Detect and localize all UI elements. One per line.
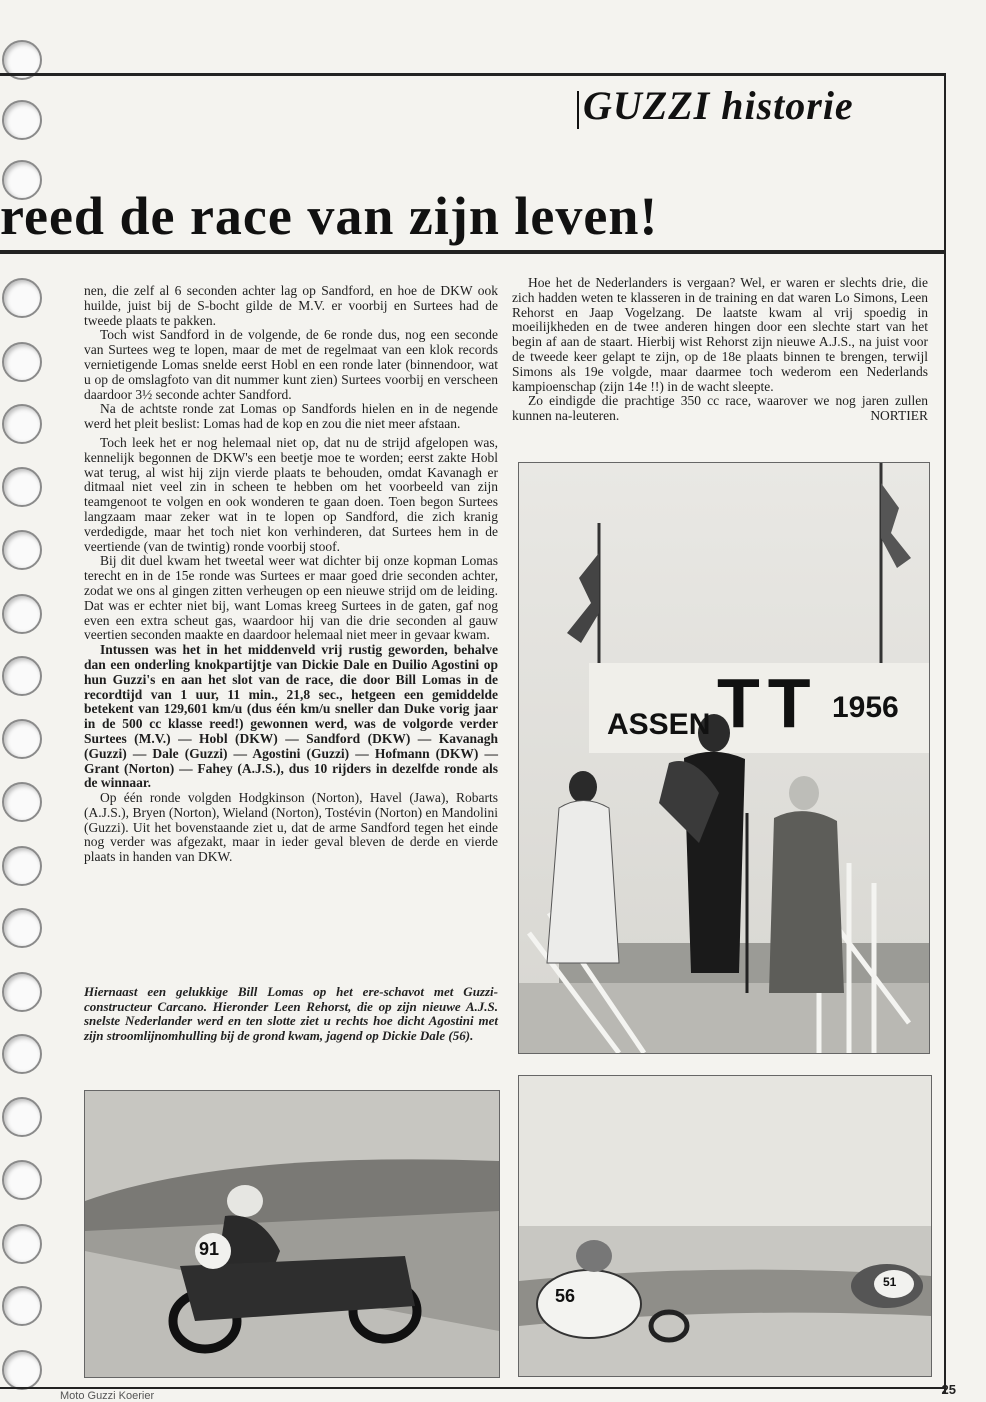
headline: reed de race van zijn leven! [0, 186, 659, 246]
binder-hole [2, 342, 42, 382]
top-rule [0, 73, 946, 76]
binder-hole [2, 719, 42, 759]
binder-hole [2, 1350, 42, 1390]
author-signature: NORTIER [870, 408, 928, 424]
binder-hole [2, 1034, 42, 1074]
paragraph: Bij dit duel kwam het tweetal weer wat dichter bij onze kopman Lomas terecht en in de 15e ronde was Surtees er maar goed drie seconden achter, zodat we ons al gingen zitten verheugen op een nieuwe strijd om de leiding. Dat was er echter niet bij, want Lomas kreeg Surtees in de gaten, gaf nog even een extra scheut gas, waardoor hij van die drie seconden al gauw veertien seconden maakte en daardoor helemaal niet meer in gevaar kwam. [84, 553, 498, 643]
binder-hole [2, 782, 42, 822]
binder-hole [2, 278, 42, 318]
section-header [577, 82, 937, 132]
bottom-rule [0, 1387, 946, 1389]
paragraph: Intussen was het in het middenveld vrij rustig geworden, behalve dan een onderling knokpartijtje van Dickie Dale en Duilio Agostini op hun Guzzi's en aan het slot van de race, die door Bill Lomas in de recordtijd van 1 uur, 11 min., 21,8 sec., hetgeen een gemiddelde betekent van 129,601 km/u (dus één km/u sneller dan Duke vorig jaar in de 500 cc klasse reed!) gewonnen werd, was de volgorde verder Surtees (M.V.) — Hobl (DKW) — Sandford (DKW) — Kavanagh (Guzzi) — Dale (Guzzi) — Agostini (Guzzi) — Hofmann (DKW) — Grant (Norton) — Fahey (A.J.S.), dus 10 rijders in dezelfde ronde als de winnaar. [84, 642, 498, 791]
closing-sentence: Zo eindigde die prachtige 350 cc race, waarover we nog jaren zullen kunnen na-leuteren. [512, 393, 928, 424]
assen-sign [607, 664, 927, 753]
paragraph: Hoe het de Nederlanders is vergaan? Wel, er waren er slechts drie, die zich hadden weten te klasseren in de training en dat waren Lo Simons, Leen Rehorst en Jaap Vogelzang. De laatste kwam al vrij spoedig in moeilijkheden en de twee anderen hingen door een slechte start van het begin af aan de staart. Hierbij wist Rehorst zijn nieuwe A.J.S., na juist voor de tweede keer gelapt te zijn, op de 18e plaats binnen te brengen, terwijl Simons als 19e volgde, maar daarmee toch wederom een Nederlands kampioenschap (zijn 14e !!) in de wacht sleepte. [512, 275, 928, 394]
header-title: GUZZI historie [583, 83, 854, 128]
paragraph [512, 394, 928, 424]
rider-right-number-back: 51 [883, 1275, 897, 1289]
binder-hole [2, 846, 42, 886]
rider-photo-right [518, 1075, 932, 1377]
right-border [944, 73, 946, 1393]
sign-word-assen: ASSEN [607, 708, 711, 741]
binder-hole [2, 656, 42, 696]
rider-photo-left [84, 1090, 500, 1378]
paragraph: Na de achtste ronde zat Lomas op Sandfords hielen en in de negende werd het pleit beslist: Lomas had de kop en zou die niet meer afstaan. [84, 401, 498, 432]
rider-photo-left-graphic [85, 1091, 499, 1377]
binder-hole [2, 1160, 42, 1200]
footer-publication: Moto Guzzi Koerier [60, 1390, 155, 1402]
sign-word-tt: TT [717, 664, 819, 742]
sign-word-year: 1956 [832, 691, 899, 724]
rider-right-number-front: 56 [555, 1286, 576, 1306]
podium-photo [518, 462, 930, 1054]
binder-hole [2, 1286, 42, 1326]
binder-hole [2, 404, 42, 444]
binder-hole [2, 530, 42, 570]
right-column [512, 276, 928, 424]
binder-hole [2, 100, 42, 140]
rider-photo-right-graphic [519, 1076, 931, 1376]
binder-hole [2, 908, 42, 948]
podium-photo-graphic [519, 463, 929, 1053]
paragraph: Toch wist Sandford in de volgende, de 6e ronde dus, nog een seconde van Surtees weg te lopen, maar de met de regelmaat van een klok records vernietigende Lomas snelde eerst Hobl en een ronde later (binnendoor, wat u op de omslagfoto van dit nummer kunt zien) Surtees voorbij en verscheen daardoor 3½ seconde achter Sandford. [84, 327, 498, 402]
binder-hole [2, 1224, 42, 1264]
paragraph: nen, die zelf al 6 seconden achter lag op Sandford, en hoe de DKW ook huilde, juist bij de S-bocht gilde de M.V. er voorbij en Surtees had de tweede plaats te pakken. [84, 283, 498, 328]
binder-hole [2, 1097, 42, 1137]
left-column [84, 284, 498, 865]
paragraph: Toch leek het er nog helemaal niet op, dat nu de strijd afgelopen was, kennelijk begonnen de DKW's een beetje moe te worden; eerst zakte Hobl wat terug, al wist hij zijn vierde plaats te behouden, omdat Kavanagh er ditmaal niet veel zin in scheen te hebben om het voorbeeld van zijn teamgenoot te volgen en ook wonderen te gaan doen. Toen begon Surtees langzaam maar zeker wat in te lopen op Sandford, die zich kranig verdedigde, maar het toch niet kon verhinderen, dat Surtees hem in de veertiende (van de twintig) ronde voorbij stoof. [84, 434, 498, 554]
header-bar [577, 91, 579, 129]
binder-hole [2, 594, 42, 634]
page-number: 25 [941, 1382, 956, 1397]
binder-hole [2, 972, 42, 1012]
photo-caption: Hiernaast een gelukkige Bill Lomas op het ere-schavot met Guzzi-constructeur Carcano. Hieronder Leen Rehorst, die op zijn nieuwe A.J.S. snelste Nederlander werd en ten slotte ziet u rechts hoe dicht Agostini met zijn stroomlijnomhulling bij de grond kwam, jagend op Dickie Dale (56). [84, 984, 498, 1043]
binder-hole [2, 467, 42, 507]
paragraph: Op één ronde volgden Hodgkinson (Norton), Havel (Jawa), Robarts (A.J.S.), Bryen (Norton), Wieland (Norton), Tostévin (Norton) en Mandolini (Guzzi). Uit het bovenstaande ziet u, dat de arme Sandford tegen het einde nog verder was afgezakt, maar in ieder geval bleven de derde en vierde plaats in handen van DKW. [84, 790, 498, 865]
rider-left-number: 91 [199, 1239, 220, 1259]
